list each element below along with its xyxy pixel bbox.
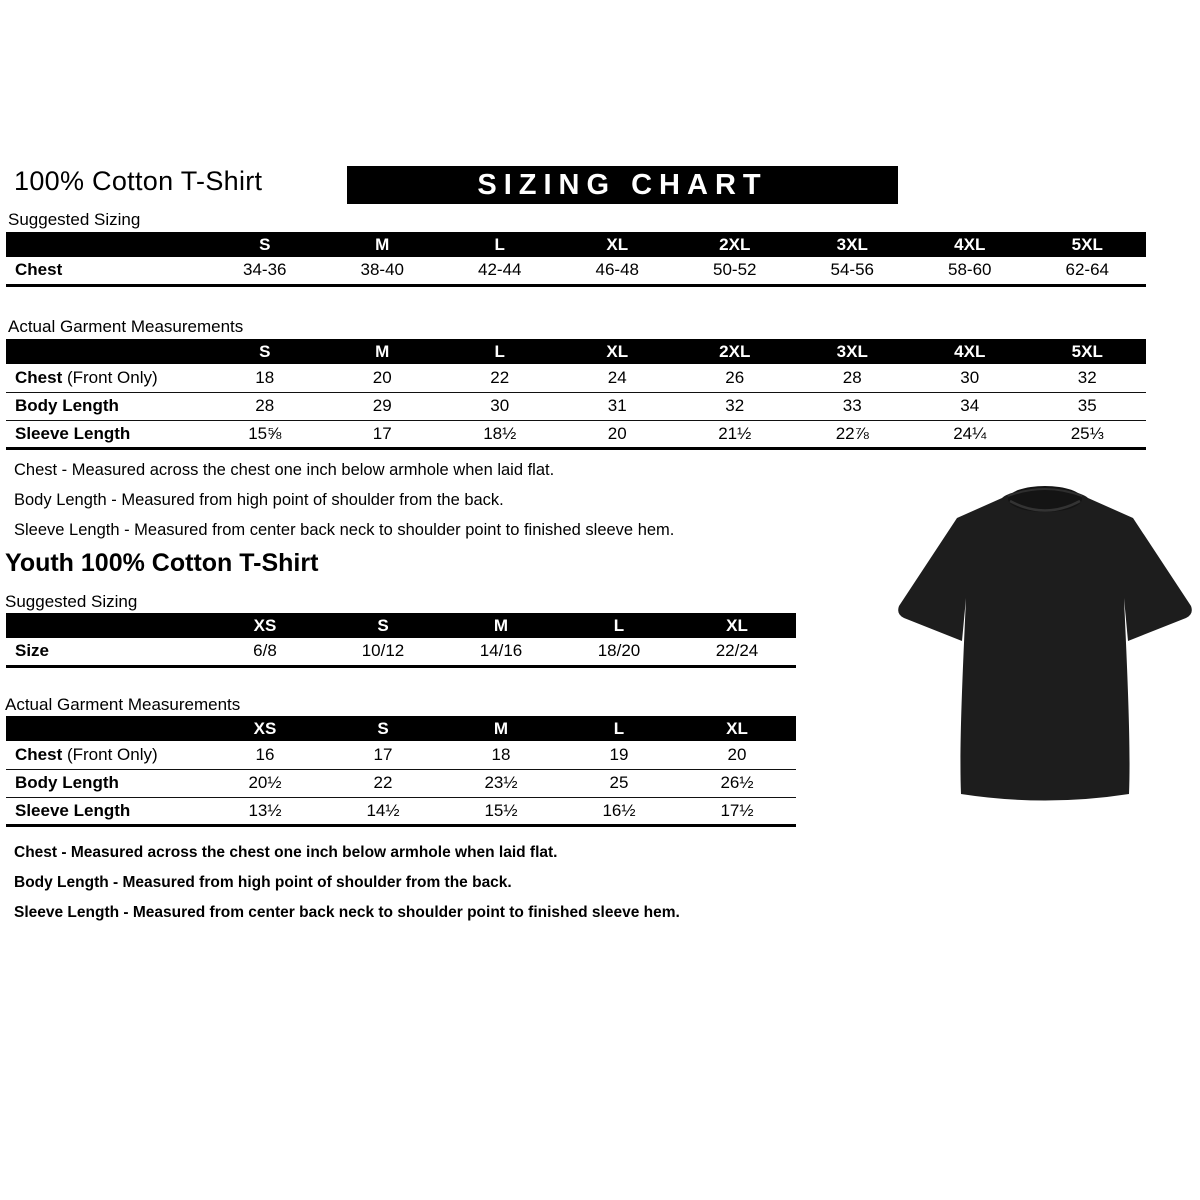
column-header-xs: XS [206, 716, 324, 741]
table-cell: 17 [324, 420, 442, 448]
note-body-length: Body Length - Measured from high point of shoulder from the back. [14, 491, 504, 509]
youth-garment-measurements-table [6, 716, 796, 827]
row-label: Chest [6, 257, 206, 285]
table-cell: 26½ [678, 769, 796, 797]
column-header-xl: XL [678, 716, 796, 741]
row-label: Chest (Front Only) [6, 364, 206, 392]
column-header-2xl: 2XL [676, 232, 794, 257]
table-header-row [6, 716, 796, 741]
table-cell: 34-36 [206, 257, 324, 285]
table-cell: 38-40 [324, 257, 442, 285]
column-header-4xl: 4XL [911, 232, 1029, 257]
row-label: Body Length [6, 769, 206, 797]
table-cell: 19 [560, 741, 678, 769]
table-cell: 50-52 [676, 257, 794, 285]
table-row [6, 797, 796, 825]
adult-suggested-sizing-table [6, 232, 1146, 287]
table-cell: 21½ [676, 420, 794, 448]
table-header-spacer [6, 716, 206, 741]
black-tshirt-image [895, 476, 1195, 821]
table-cell: 22 [324, 769, 442, 797]
table-cell: 13½ [206, 797, 324, 825]
table-cell: 20½ [206, 769, 324, 797]
table-cell: 22 [441, 364, 559, 392]
table-cell: 46-48 [559, 257, 677, 285]
table-row [6, 392, 1146, 420]
table-cell: 54-56 [794, 257, 912, 285]
column-header-l: L [441, 339, 559, 364]
table-cell: 22/24 [678, 638, 796, 666]
column-header-m: M [442, 716, 560, 741]
row-label: Size [6, 638, 206, 666]
table-cell: 31 [559, 392, 677, 420]
column-header-4xl: 4XL [911, 339, 1029, 364]
table-cell: 24 [559, 364, 677, 392]
column-header-l: L [441, 232, 559, 257]
column-header-xl: XL [678, 613, 796, 638]
table-cell: 30 [441, 392, 559, 420]
table-cell: 32 [676, 392, 794, 420]
table-cell: 25⅓ [1029, 420, 1147, 448]
adult-suggested-sizing-label: Suggested Sizing [8, 210, 141, 229]
table-cell: 17 [324, 741, 442, 769]
table-cell: 15½ [442, 797, 560, 825]
table-cell: 20 [324, 364, 442, 392]
table-cell: 25 [560, 769, 678, 797]
column-header-5xl: 5XL [1029, 232, 1147, 257]
table-cell: 6/8 [206, 638, 324, 666]
column-header-m: M [324, 339, 442, 364]
table-header-spacer [6, 232, 206, 257]
table-cell: 33 [794, 392, 912, 420]
table-cell: 35 [1029, 392, 1147, 420]
column-header-m: M [442, 613, 560, 638]
table-row [6, 420, 1146, 448]
column-header-3xl: 3XL [794, 339, 912, 364]
table-cell: 16½ [560, 797, 678, 825]
table-header-row [6, 232, 1146, 257]
column-header-l: L [560, 613, 678, 638]
row-label: Sleeve Length [6, 797, 206, 825]
adult-section-title: 100% Cotton T-Shirt [14, 166, 263, 196]
table-row [6, 741, 796, 769]
table-cell: 24¼ [911, 420, 1029, 448]
note-body-length: Body Length - Measured from high point of shoulder from the back. [14, 874, 512, 891]
column-header-l: L [560, 716, 678, 741]
adult-measurement-notes [14, 455, 674, 545]
table-row [6, 638, 796, 666]
column-header-s: S [324, 613, 442, 638]
adult-garment-measurements-table [6, 339, 1146, 450]
table-header-spacer [6, 339, 206, 364]
youth-suggested-sizing-table [6, 613, 796, 668]
note-sleeve-length: Sleeve Length - Measured from center back neck to shoulder point to finished sleeve hem. [14, 521, 675, 539]
table-cell: 14½ [324, 797, 442, 825]
table-cell: 10/12 [324, 638, 442, 666]
table-cell: 16 [206, 741, 324, 769]
table-cell: 17½ [678, 797, 796, 825]
youth-garment-measurements-label: Actual Garment Measurements [5, 695, 241, 714]
column-header-s: S [206, 339, 324, 364]
table-cell: 28 [794, 364, 912, 392]
column-header-s: S [324, 716, 442, 741]
table-cell: 22⅞ [794, 420, 912, 448]
table-cell: 18 [442, 741, 560, 769]
youth-measurement-notes [14, 838, 680, 928]
note-sleeve-length: Sleeve Length - Measured from center back neck to shoulder point to finished sleeve hem. [14, 904, 680, 921]
table-cell: 42-44 [441, 257, 559, 285]
table-header-row [6, 613, 796, 638]
table-cell: 29 [324, 392, 442, 420]
column-header-xl: XL [559, 232, 677, 257]
table-cell: 34 [911, 392, 1029, 420]
table-row [6, 364, 1146, 392]
table-cell: 15⅝ [206, 420, 324, 448]
adult-garment-measurements-label: Actual Garment Measurements [8, 317, 244, 336]
table-cell: 20 [678, 741, 796, 769]
row-label: Chest (Front Only) [6, 741, 206, 769]
table-row [6, 769, 796, 797]
table-cell: 32 [1029, 364, 1147, 392]
table-cell: 23½ [442, 769, 560, 797]
youth-section-title: Youth 100% Cotton T-Shirt [5, 549, 319, 577]
youth-suggested-sizing-label: Suggested Sizing [5, 592, 138, 611]
table-cell: 18½ [441, 420, 559, 448]
table-header-row [6, 339, 1146, 364]
column-header-xl: XL [559, 339, 677, 364]
column-header-5xl: 5XL [1029, 339, 1147, 364]
row-label: Sleeve Length [6, 420, 206, 448]
table-cell: 28 [206, 392, 324, 420]
table-cell: 30 [911, 364, 1029, 392]
note-chest: Chest - Measured across the chest one inch below armhole when laid flat. [14, 461, 555, 479]
note-chest: Chest - Measured across the chest one inch below armhole when laid flat. [14, 844, 558, 861]
table-cell: 20 [559, 420, 677, 448]
table-header-spacer [6, 613, 206, 638]
sizing-chart-banner: SIZING CHART [347, 166, 898, 204]
row-label: Body Length [6, 392, 206, 420]
column-header-3xl: 3XL [794, 232, 912, 257]
table-cell: 62-64 [1029, 257, 1147, 285]
table-cell: 26 [676, 364, 794, 392]
table-cell: 58-60 [911, 257, 1029, 285]
column-header-xs: XS [206, 613, 324, 638]
table-cell: 18/20 [560, 638, 678, 666]
column-header-m: M [324, 232, 442, 257]
table-cell: 18 [206, 364, 324, 392]
column-header-2xl: 2XL [676, 339, 794, 364]
table-row [6, 257, 1146, 285]
column-header-s: S [206, 232, 324, 257]
table-cell: 14/16 [442, 638, 560, 666]
